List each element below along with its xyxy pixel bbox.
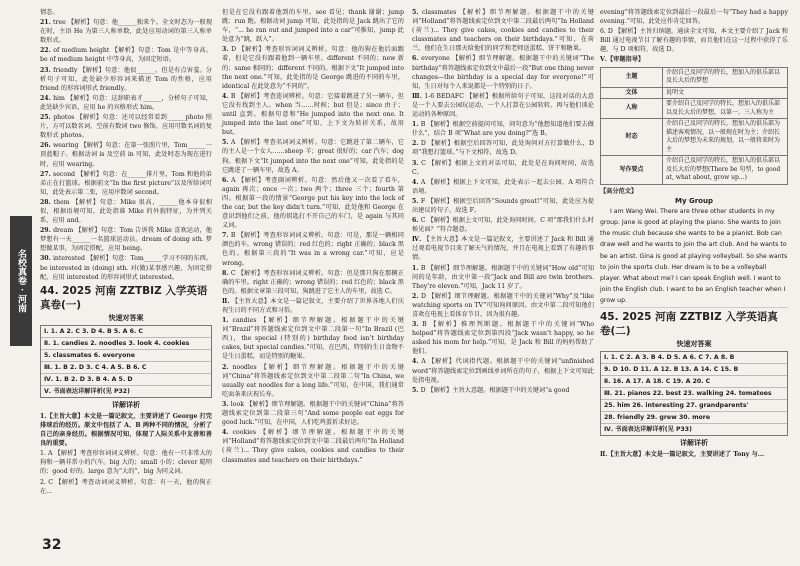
col1-paragraphs [40,8,212,282]
analysis-text: 但是在它没有跟着他到的车里。see 看见；thank 谢谢；jump 跳；run 跑。根据动词 jump 可知，此处指的是 Jack 跳出了它的车，“... he ran out and jumped into a car”可推知，jump 此处意为“跳，跃入”。 [222,9,404,44]
analysis-text: wearing 【解析】句意：在第一张照片里，Tom______一顶蓝帽子。根据动词 is 及空前 in 可知，此处时态为现在进行时，应用 wearing。 [40,142,213,168]
analysis-paragraph [412,159,594,177]
guide-row-header: 时态 [601,119,663,156]
analysis-text: C 【解析】根据上文可知，此处询问时间，C 项“那我们什么时候见面？”符合题意。 [412,217,594,234]
analysis-paragraph [222,269,404,296]
question-number: 1. [222,317,233,325]
analysis-text: B 【解析】根据空前提问可知，问句意为“他想知道他们要去做什么”，结合 B 项“What are you doing?”选 B。 [412,121,594,138]
analysis-text: dream 【解析】句意：Tom 告诉我 Mike 喜欢运动，他梦想有一天______一名篮球运动员。dream of doing sth. 梦想做某事，为固定搭配，应用 being。 [40,227,212,253]
answer-row: Ⅳ. 1. B 2. D 3. B 4. A 5. D [41,374,211,386]
question-number: 4. [222,92,231,100]
analysis-paragraph [412,8,594,53]
question-number: 28. [40,198,54,206]
question-1-analysis: 1. A 【解析】考查形容词词义辨析。句意：他有一只非常大的狗和一辆非常小的汽车。big 大的；small 小的；clever 聪明的；good 好的。large 意为“大的”，big 为同义词。 [40,450,212,476]
answer-box-45 [600,351,788,436]
analysis-text: cookies 【解析】细节理解题。根据题干中的关键词“Holland”将答题线索定位到文中第二段最后两句“In Holland (荷兰)... They give cakes, cookies and candies to their classmates and teachers on their birthdays.” [222,429,404,464]
analysis-text: A 【解析】考查副词辨析。句意：然后他又一次看了看车，again 再次；once 一次；two 两个；three 三个；fourth 第四。根据第一段的情景“George put his key into the lock of the car, but the key didn’t turn.”可知，此处他和 George 在意识到他们之前，他的钥匙打不开自己的车门，是 again 与其同义词。 [222,176,404,230]
answer-row: 28. friendly 29. grew 30. more [601,412,787,424]
answer-row: Ⅰ. 1. C 2. A 3. B 4. D 5. A 6. C 7. A 8. B [601,352,787,364]
analysis-text: A 【解析】考查名词词义辨析。句意：它跳进了第二辆车，它的主人是一个女人……sheep 羊；great 很好的；car 汽车；dog 狗。根据下文“It jumped into the next one”可知，此处指的是它跳进了一辆车里，故选 A。 [222,139,404,174]
essay-paragraph: I am Wang Wei. There are three other students in my group. Jane is good at playing the piano. She wants to join the music club because she wants to be a pianist. Bob can draw well and he wants to join the art club. And he wants to be an artist. Gina is good at playing volleyball. So she wants to join the sports club. Her dream is to be a volleyball player. What about me? I can speak English well. I want to join the English club. I want to be an English teacher when I grow up. [600,206,788,308]
guide-row-header: 文体 [601,87,663,99]
question-number: 29. [40,227,54,235]
sample-essay [600,206,788,308]
guide-row-value: 说明文 [663,87,788,99]
question-number: 7. [222,232,231,240]
question-number: 25. [40,114,54,122]
summary-text: 1.【主旨大意】本文是一篇记叙文，主要讲述了 George 打完排球后的经历。原文中包括了 A、B 两种不同的情况，分析了自己的亲身经历。根据情况可知，体现了人际关系中友善和善良的重要。 [40,412,212,448]
analysis-paragraph [222,297,404,315]
side-tab: 名校真卷 · 河南 [10,216,32,346]
question-number: Ⅳ. [412,236,424,244]
analysis-text: interested 【解析】句意：Tom______学习不同的东西。be interested in (doing) sth. 对(做)某事感兴趣，为固定搭配，应用 interested 的形容词形式 interested。 [40,255,212,281]
analysis-paragraph [222,363,404,399]
analysis-paragraph [412,292,594,319]
guide-row [601,99,788,119]
analysis-text: photos 【解析】句意：还可以经常看到______photo 照片，方可以数名词，空前有数词 two 修饰，应用可数名词的复数形式 photos。 [40,114,212,140]
question-number: 5. [412,386,421,394]
analysis-paragraph [40,113,212,140]
analysis-text: D 【解析】根据空后回答可知，此处询问对方打算做什么，D 项“我想打篮球。”与下文相符，故选 D。 [412,140,594,157]
analysis-paragraph [40,46,212,64]
question-2-analysis: 2. C 【解析】考查动词词义辨析。句意：有一天，他的狗正在... [40,478,212,495]
guide-row-value: 要介绍自己及同学的特长，想加入的俱乐部以及长大后的梦想，以第一、三人称为主 [663,99,788,119]
question-number: 1. [412,121,421,129]
analysis-text: C 【解析】考查形容词词义辨析。句意：但是那只狗在那辆正确的车里。right 正确的；wrong 错误的；red 红色的；black 黑色的。根据文章第三段可知，狗跳进了它主人的车里，故选 C。 [222,269,405,295]
quick-answer-title-2: 快速对答案 [676,339,712,348]
guide-row-value: 介绍自己及同学的特长，想加入的俱乐部以及长大后的梦想 [663,67,788,87]
guide-row-header: 人称 [601,99,663,119]
analysis-text: C 【解析】根据上文的对话可知，此处是在询问时间，故选 C。 [412,159,594,176]
analysis-text: of medium height 【解析】句意：Tom 是中等身高。be of medium height 中等身高，为固定短语。 [40,47,212,64]
writing-guide-table [600,67,788,185]
analysis-text: friendly 【解析】句意：他很______，但是有点害羞。分析句子可知，此处缺少形容词来描述 Tom 的性格，应用 friend 的形容词形式 friendly。 [40,66,212,92]
answer-row: 25. him 26. interesting 27. grandparents' [601,400,787,412]
analysis-text: 【主旨大意】本文是一篇记叙文，主要讲述了 Jack 和 Bill 通过观看电视节目来了解天气的情况，并且在电视上看到了有趣的事情。 [412,236,594,262]
analysis-paragraph [412,357,594,384]
answer-row: 9. D 10. D 11. A 12. B 13. A 14. C 15. B [601,364,787,376]
question-number: 5. [222,139,231,147]
analysis-paragraph [222,8,404,44]
analysis-paragraph [412,139,594,157]
question-number: 3. [412,321,423,329]
analysis-text: B 【解析】考查形容词词义辨析。句意：可是，那是一辆相同颜色的车。wrong 错误的；red 红色的；right 正确的；black 黑色的。根据第三段的“It was in a wrong car.”可知，应是 wrong。 [222,232,404,267]
sample-essay-label: 【高分范文】 [600,187,638,195]
question-number: 3. [222,400,231,408]
question-number: 27. [40,170,54,178]
question-number: 1. [412,264,421,272]
detail-title: 详解详析 [112,400,140,409]
analysis-text: look 【解析】细节理解题。根据题干中的关键词“China”将答题线索定位到第二段第三句“And some people eat eggs for good luck.”可知，在中国，人们吃鸡蛋祈求好运。 [222,400,404,427]
writing-guide-title: Ⅴ.【审题指导】 [600,56,645,64]
analysis-paragraph [40,198,212,225]
analysis-paragraph [412,320,594,356]
exam-title-44: 44. 2025 河南 ZZTBIZ 入学英语真卷(一) [40,284,208,311]
column-3 [412,8,594,396]
question-number: 6. [412,55,422,63]
analysis-paragraph [40,226,212,253]
col4-intro: evening”将答题线索定位到最后一段最后一句“They had a happy evening.”可知，此处应作肯定回答。 [600,9,788,26]
analysis-paragraph [412,54,594,90]
question-number: 24. [40,94,54,102]
analysis-text: A 【解析】代词指代题。根据题干中的关键词“unfinished word”将答题线索定位到画线单词所在的句子，根据上下文可知此处指电视。 [412,358,594,384]
answer-row: Ⅱ. 1. candies 2. noodles 3. look 4. cookies [41,338,211,350]
analysis-text: B 【解析】考查连词辨析。句意：它接着跳进了另一辆车，但它没有找到主人。when 当……时候；but 但是；since 由于；until 直到。根据句意和“He jumped into the next one. It jumped into the last one”可知，上下文为转折关系，故用 but。 [222,92,404,137]
analysis-paragraph [222,138,404,174]
analysis-text: noodles 【解析】细节理解题。根据题干中的关键词“China”将答题线索定位到文中第二段第二句“In China, we usually eat noodles for a long life.”可知，在中国，我们通常吃面条来庆祝长寿。 [222,363,404,398]
answer-row: Ⅲ. 21. pianos 22. best 23. walking 24. tomatoes [601,388,787,400]
analysis-text: classmates 【解析】细节理解题。根据题干中的关键词“Holland”将答题线索定位到文中第二段最后两句“In Holland (荷兰)... They give cakes, cookies and candies to their classmates and teachers on their birthdays.”可知，在荷兰，他们在生日那天给他们的同学和老师送蛋糕、饼干和糖果。 [412,9,594,53]
question-number: 8. [222,269,231,277]
analysis-paragraph [412,235,594,262]
analysis-paragraph [412,216,594,234]
analysis-text: everyone 【解析】细节理解题。根据题干中的关键词“The birthday”将答题线索定位到文中最后一段“But one thing never changes—the birthday is a special day for everyone!”可知，生日对每个人来说都是一个特别的日子。 [412,55,594,90]
summary-text-2: Ⅱ.【主旨大意】本文是一篇记叙文，主要讲述了 Tony 与... [600,450,765,458]
essay-title: My Group [675,196,713,205]
analysis-paragraph [222,400,404,427]
analysis-paragraph [40,170,212,197]
detail-title-2: 详解详析 [680,438,708,447]
question-number: 23. [40,66,54,74]
guide-row-header: 写作要点 [601,156,663,185]
guide-row-value: 介绍自己及同学的特长，想加入的俱乐部以及长大后的梦想(There be 句型，to good at, what about, grow up...) [663,156,788,185]
analysis-text: him 【解析】句意：这辞职表才______，分析句子可知，此处缺少宾语，应用 he 的宾格形式 him。 [40,94,213,111]
analysis-text: 【主旨大意】本文是一篇记叙文，主要介绍了世界各地人们庆祝生日的不同方式和习俗。 [222,297,405,314]
question-6-analysis: 6. D 【解析】主旨归纳题。通读全文可知，本文主要介绍了 Jack 和 Bill 通过电视节目了解有趣的事情，而且他们在这一过程中获得了乐趣，与 D 项相符，故选 D。 [600,28,788,54]
analysis-text: 情态。 [40,9,59,16]
exam-title-45: 45. 2025 河南 ZZTBIZ 入学英语真卷(二) [600,310,778,337]
question-number: 2. [412,140,421,148]
analysis-text: B 【解析】细节理解题。根据题干中的关键词“How old”可知问的是年龄，由文中第一段“Jack and Bill are twin brothers. They’re eleven.”可知，Jack 11 岁了。 [412,264,594,290]
answer-row: Ⅰ. 1. A 2. C 3. D 4. B 5. A 6. C [41,326,211,338]
question-number: 4. [412,178,421,186]
question-number: 3. [222,46,232,54]
question-number: 2. [412,292,421,300]
guide-row-value: 介绍自己及同学的特长，想加入的俱乐部为描述客观情况，以一般现在时为主；介绍长大后的梦想为未来的规划，以一般将来时为主 [663,119,788,156]
question-number: 4. [222,429,233,437]
analysis-paragraph [412,197,594,215]
page-number: 32 [42,537,62,553]
analysis-paragraph [222,176,404,231]
question-number: 5. [412,9,422,16]
question-number: 26. [40,142,53,150]
question-number: 4. [412,358,422,366]
analysis-paragraph [40,18,212,45]
analysis-paragraph [40,254,212,281]
question-number: 5. [412,197,421,205]
question-number: 6. [412,217,421,225]
analysis-text: 1-6 BEDAFC 【解析】根据所给句子可知，这段对话的大意是一个人要去公园玩运动、一个人打算在公园转转，再与他们谈论运动的各种原因。 [412,92,594,119]
question-number: 30. [40,255,53,263]
question-number: Ⅱ. [222,297,232,305]
quick-answer-title: 快速对答案 [108,313,144,322]
question-number: 3. [412,159,422,167]
guide-row [601,87,788,99]
analysis-paragraph [412,386,594,395]
analysis-paragraph [40,94,212,112]
analysis-paragraph [40,66,212,93]
guide-row [601,156,788,185]
analysis-text: B 【解析】推理判断题。根据题干中的关键词“Who helped”将答题线索定位到第四段“Jack wasn’t happy, so he asked his mom for help.”可知，是 Jack 和 Bill 的妈妈帮助了他们。 [412,321,594,356]
analysis-text: them 【解析】句意：Mike 很高，______他本身很相似，根据语境可知，此处指谁 Mike 的外貌特征，为并列关系，应用 and。 [40,198,212,225]
col2-paragraphs [222,8,404,465]
column-2 [222,8,404,466]
analysis-paragraph [222,92,404,137]
answer-box-44 [40,325,212,398]
column-4 [600,8,788,460]
analysis-paragraph [412,264,594,291]
analysis-text: candies 【解析】细节理解题。根据题干中的关键词“Brazil”将答题线索定位到文中第二段第一句“In Brazil (巴西)，the special (特别的) birthday food isn’t birthday cakes, but special candies.”可知，在巴西，特别的生日食物不是生日蛋糕，而是特别的糖果。 [222,317,404,361]
question-number: 22. [40,47,54,55]
analysis-paragraph [412,92,594,119]
analysis-paragraph [222,428,404,464]
analysis-text: second 【解析】句意：在______排片里，Tom 和他的弟弟正在打篮球。根据前文“In the first picture”以及所给词可知，此处表示第二张，应用序数词 second。 [40,170,212,196]
analysis-text: tree 【解析】句意：他______独来个。全文时态为一般现在时，主语 He 为第三人称单数，此处应用动词的第三人称单数形式。 [40,19,213,45]
analysis-text: A 【解析】根据上下文可知，此处表示一起去公园，A 项符合语境。 [412,178,594,195]
question-number: Ⅲ. [412,92,425,100]
analysis-paragraph [222,231,404,267]
analysis-paragraph [40,8,212,17]
answer-row: Ⅱ. 16. A 17. A 18. C 19. A 20. C [601,376,787,388]
answer-row: Ⅲ. 1. B 2. D 3. C 4. A 5. B 6. C [41,362,211,374]
question-number: 21. [40,19,54,27]
guide-row [601,119,788,156]
answer-row: Ⅳ. 书面表达详解详析(见 P33) [604,425,692,433]
answer-row: Ⅴ. 书面表达详解详析(见 P32) [44,387,130,395]
analysis-text: D 【解析】主旨大意题。根据题干中的关键词“a good [420,386,570,394]
analysis-text: D 【解析】考查形容词词义辨析。句意：他的狗在他后面跟着，但是它没有跟着他到一辆车里。different 不同的；new 新的；same 相同的；different 不同的。根据下文“It jumped into the next one.”可知，此处指的是 George 跳进的不同的车里，identical 在此处意为“不同的”。 [222,46,404,90]
analysis-paragraph [40,141,212,168]
analysis-paragraph [222,316,404,361]
analysis-text: F 【解析】根据空后回答“Sounds great!”可知，此处应为提出建议的句子，故选 F。 [412,197,594,214]
analysis-paragraph [222,45,404,90]
guide-row [601,67,788,87]
question-number: 2. [222,363,233,371]
column-1 [40,8,212,497]
answer-row: 5. classmates 6. everyone [41,350,211,362]
analysis-text: D 【解析】细节理解题。根据题干中的关键词“Why”及“like watching sports on TV”可知询问原因。由文中第二段可知他们喜欢在电视上看体育节目，因为很有趣。 [412,292,594,318]
question-number: 6. [222,176,232,184]
col3-paragraphs [412,8,594,395]
analysis-paragraph [412,120,594,138]
analysis-paragraph [412,178,594,196]
guide-row-header: 主题 [601,67,663,87]
